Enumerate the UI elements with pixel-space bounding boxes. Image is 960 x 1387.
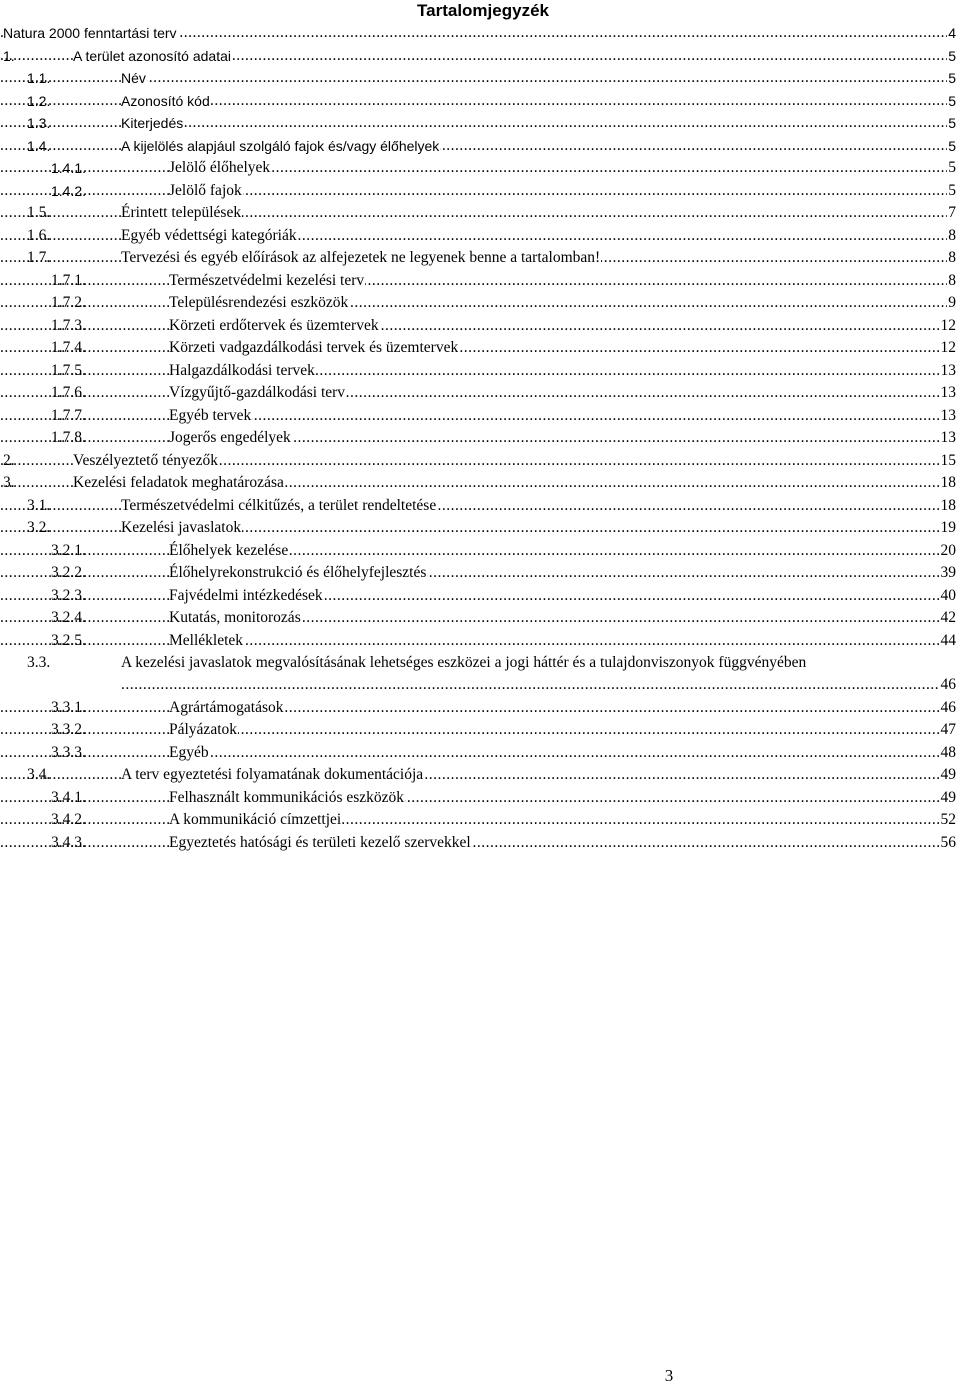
toc-entry[interactable] <box>0 517 960 540</box>
toc-entry-number: 3. <box>3 474 15 491</box>
toc-entry[interactable] <box>0 787 960 810</box>
leader-dots <box>0 834 956 852</box>
toc-entry-label: Azonosító kód <box>121 92 210 109</box>
toc-entry-label: Jelölő élőhelyek <box>169 159 271 176</box>
toc-entry-page: 5 <box>948 92 956 109</box>
toc-entry-page: 5 <box>948 159 956 176</box>
toc-entry-page: 19 <box>940 519 956 536</box>
toc-entry-label: Körzeti erdőtervek és üzemtervek <box>169 316 379 334</box>
leader-dots <box>0 407 956 425</box>
toc-entry-page: 42 <box>940 609 956 626</box>
toc-entry-page: 46 <box>940 676 956 693</box>
toc-entry[interactable] <box>0 292 960 315</box>
toc-entry-page: 12 <box>940 316 956 334</box>
toc-entry[interactable] <box>0 382 960 405</box>
toc-entry-page: 13 <box>940 361 956 379</box>
toc-entry[interactable] <box>0 135 960 158</box>
toc-entry-number: 1.7.3. <box>51 316 86 334</box>
toc-entry[interactable] <box>0 247 960 270</box>
toc-entry-number: 3.4.3. <box>51 833 86 851</box>
toc-entry-page: 12 <box>940 339 956 356</box>
leader-dots <box>121 676 956 694</box>
leader-dots <box>0 811 956 829</box>
toc-entry-label: Egyéb <box>169 743 209 761</box>
leader-dots <box>0 429 956 447</box>
leader-dots <box>0 632 956 650</box>
toc-entry[interactable] <box>0 157 960 180</box>
leader-dots <box>0 317 956 335</box>
toc-entry-number: 3.2.2. <box>51 564 86 581</box>
leader-dots <box>0 362 956 380</box>
toc-entry-number: 3.3.3. <box>51 743 86 761</box>
toc-entry-number: 1.7.6. <box>51 384 86 401</box>
toc-entry-page: 13 <box>940 406 956 424</box>
leader-dots <box>0 789 956 807</box>
toc-entry-number: 3.2.1. <box>51 541 86 559</box>
toc-entry[interactable] <box>0 832 960 855</box>
toc-entry-page: 4 <box>948 25 956 41</box>
toc-entry-label: Természetvédelmi kezelési terv <box>169 271 365 289</box>
toc-entry-number: 3.1. <box>27 496 51 514</box>
toc-entry-label: Mellékletek <box>169 631 244 649</box>
leader-dots <box>0 542 956 560</box>
toc-entry-label: Agrártámogatások <box>169 698 284 716</box>
toc-entry-number: 3.3.2. <box>51 721 86 738</box>
toc-entry[interactable] <box>0 809 960 832</box>
toc-entry-page: 18 <box>940 474 956 491</box>
toc-entry-number: 1.4.2. <box>51 182 87 199</box>
toc-entry[interactable] <box>0 562 960 585</box>
toc-entry-page: 5 <box>948 115 956 131</box>
toc-entry-number: 1.7.5. <box>51 361 86 379</box>
toc-entry-page: 5 <box>948 137 956 154</box>
toc-entry-label: Kezelési feladatok meghatározása <box>73 474 284 491</box>
toc-entry[interactable] <box>0 607 960 630</box>
toc-entry[interactable] <box>0 202 960 225</box>
toc-entry-label: Vízgyűjtő-gazdálkodási terv <box>169 384 346 401</box>
toc-entry[interactable] <box>0 742 960 765</box>
toc-entry-number: 3.4.1. <box>51 788 86 806</box>
toc-entry[interactable] <box>0 495 960 518</box>
toc-entry[interactable] <box>0 719 960 742</box>
toc-entry-label: Érintett települések <box>121 204 242 221</box>
toc-entry[interactable] <box>0 764 960 787</box>
toc-entry-page: 5 <box>948 70 956 86</box>
toc-entry[interactable] <box>0 337 960 360</box>
toc-entry-number: 3.4. <box>27 766 51 783</box>
table-of-contents <box>0 22 960 854</box>
toc-entry-number: 1.4.1. <box>51 160 87 176</box>
toc-entry[interactable] <box>0 180 960 203</box>
toc-entry-label: Jelölő fajok <box>169 181 242 199</box>
toc-entry-number: 1. <box>3 47 15 64</box>
toc-entry-label: Egyeztetés hatósági és területi kezelő szervekkel <box>169 833 471 851</box>
leader-dots <box>0 721 956 739</box>
leader-dots <box>0 384 956 402</box>
toc-entry-label: Pályázatok <box>169 721 238 738</box>
toc-entry-number: 1.7.7. <box>51 406 86 424</box>
toc-entry-label: Élőhelyrekonstrukció és élőhelyfejlesztés <box>169 564 427 581</box>
toc-entry-page: 18 <box>940 496 956 514</box>
toc-entry[interactable] <box>0 45 960 68</box>
toc-entry-page: 13 <box>940 429 956 446</box>
leader-dots <box>0 182 956 200</box>
leader-dots <box>0 159 956 177</box>
page-number: 3 <box>664 1366 674 1385</box>
toc-entry[interactable] <box>0 540 960 563</box>
toc-entry-label: Egyéb tervek <box>169 406 252 424</box>
toc-entry-number: 1.7.8. <box>51 429 86 446</box>
toc-entry-label: Kezelési javaslatok <box>121 519 242 536</box>
toc-entry-number: 2. <box>3 451 15 469</box>
toc-title: Tartalomjegyzék <box>417 1 549 20</box>
toc-entry-label: A terület azonosító adatai <box>73 47 231 64</box>
leader-dots <box>0 564 956 582</box>
toc-entry-number: 3.2.3. <box>51 586 86 604</box>
toc-entry-label: Természetvédelmi célkitűzés, a terület rendeltetése <box>121 496 437 514</box>
toc-entry-number: 1.7. <box>27 249 51 266</box>
toc-entry-label: Egyéb védettségi kategóriák <box>121 226 297 244</box>
leader-dots <box>0 609 956 627</box>
toc-entry-label: Név <box>121 70 146 86</box>
toc-entry[interactable] <box>0 697 960 720</box>
toc-entry-label: A kezelési javaslatok megvalósításának lehetséges eszközei a jogi háttér és a tulajdonviszonyok függvényében <box>121 654 807 671</box>
toc-entry[interactable] <box>0 270 960 293</box>
toc-entry-number: 1.7.4. <box>51 339 86 356</box>
toc-entry-label: A kijelölés alapjául szolgáló fajok és/vagy élőhelyek <box>121 137 440 154</box>
toc-entry-page: 44 <box>940 631 956 649</box>
leader-dots <box>0 339 956 357</box>
toc-entry-page: 9 <box>948 294 956 311</box>
toc-entry-label: Körzeti vadgazdálkodási tervek és üzemtervek <box>169 339 459 356</box>
toc-entry-number: 3.4.2. <box>51 811 86 828</box>
toc-entry-page: 46 <box>940 698 956 716</box>
leader-dots <box>0 272 956 290</box>
toc-entry-number: 1.1. <box>27 70 51 86</box>
toc-entry-page: 7 <box>948 204 956 221</box>
toc-entry-number: 3.3. <box>27 654 51 671</box>
toc-entry-number: 1.6. <box>27 226 51 244</box>
toc-entry-page: 8 <box>948 271 956 289</box>
toc-entry-label: Felhasznált kommunikációs eszközök <box>169 788 405 806</box>
toc-entry-page: 8 <box>948 249 956 266</box>
toc-entry[interactable] <box>0 90 960 113</box>
toc-entry-label: Élőhelyek kezelése <box>169 541 289 559</box>
toc-entry-label: Kiterjedés <box>121 115 184 131</box>
toc-entry-page: 47 <box>940 721 956 738</box>
toc-entry-page: 5 <box>948 47 956 64</box>
toc-entry-label: Halgazdálkodási tervek <box>169 361 315 379</box>
toc-entry-page: 48 <box>940 743 956 761</box>
toc-entry-page: 39 <box>940 564 956 581</box>
toc-entry-page: 40 <box>940 586 956 604</box>
toc-entry[interactable] <box>0 630 960 653</box>
toc-entry-page: 56 <box>940 833 956 851</box>
toc-entry-page: 8 <box>948 226 956 244</box>
toc-entry-page: 49 <box>940 788 956 806</box>
toc-entry[interactable] <box>0 450 960 473</box>
toc-entry-label: A terv egyeztetési folyamatának dokumentációja <box>121 766 424 783</box>
toc-entry-page: 20 <box>940 541 956 559</box>
toc-entry-number: 1.4. <box>27 137 51 154</box>
toc-entry-label: Településrendezési eszközök <box>169 294 349 311</box>
toc-entry[interactable] <box>0 585 960 608</box>
toc-entry-label: Fajvédelmi intézkedések <box>169 586 323 604</box>
toc-entry[interactable] <box>0 112 960 135</box>
toc-entry-number: 1.7.1. <box>51 271 86 289</box>
leader-dots <box>0 744 956 762</box>
toc-entry-number: 1.5. <box>27 204 51 221</box>
toc-entry-label: Natura 2000 fenntartási terv <box>3 25 177 41</box>
toc-entry-label: Jogerős engedélyek <box>169 429 291 446</box>
toc-entry-number: 1.2. <box>27 92 51 109</box>
toc-entry[interactable] <box>0 405 960 428</box>
toc-entry[interactable] <box>0 67 960 90</box>
toc-entry-number: 1.7.2. <box>51 294 86 311</box>
toc-entry-number: 3.3.1. <box>51 698 86 716</box>
toc-entry-page: 15 <box>940 451 956 469</box>
toc-entry[interactable] <box>0 360 960 383</box>
toc-entry-number: 3.2.4. <box>51 609 86 626</box>
toc-entry-number: 3.2. <box>27 519 51 536</box>
toc-entry-label: Tervezési és egyéb előírások az alfejezetek ne legyenek benne a tartalomban! <box>121 249 601 266</box>
toc-entry-number: 3.2.5. <box>51 631 86 649</box>
toc-entry[interactable] <box>0 225 960 248</box>
toc-entry-page: 49 <box>940 766 956 783</box>
toc-entry-page: 13 <box>940 384 956 401</box>
toc-entry[interactable] <box>0 472 960 495</box>
toc-entry-number: 1.3. <box>27 115 51 131</box>
leader-dots <box>0 294 956 312</box>
toc-entry-page: 52 <box>940 811 956 828</box>
leader-dots <box>0 699 956 717</box>
toc-entry-label: Kutatás, monitorozás <box>169 609 301 626</box>
toc-entry[interactable] <box>0 652 960 697</box>
toc-entry[interactable] <box>0 427 960 450</box>
toc-entry[interactable] <box>0 315 960 338</box>
toc-entry[interactable] <box>0 22 960 45</box>
leader-dots <box>0 587 956 605</box>
toc-entry-label: Veszélyeztető tényezők <box>73 451 219 469</box>
toc-entry-page: 5 <box>948 181 956 199</box>
toc-entry-label: A kommunikáció címzettjei <box>169 811 342 828</box>
